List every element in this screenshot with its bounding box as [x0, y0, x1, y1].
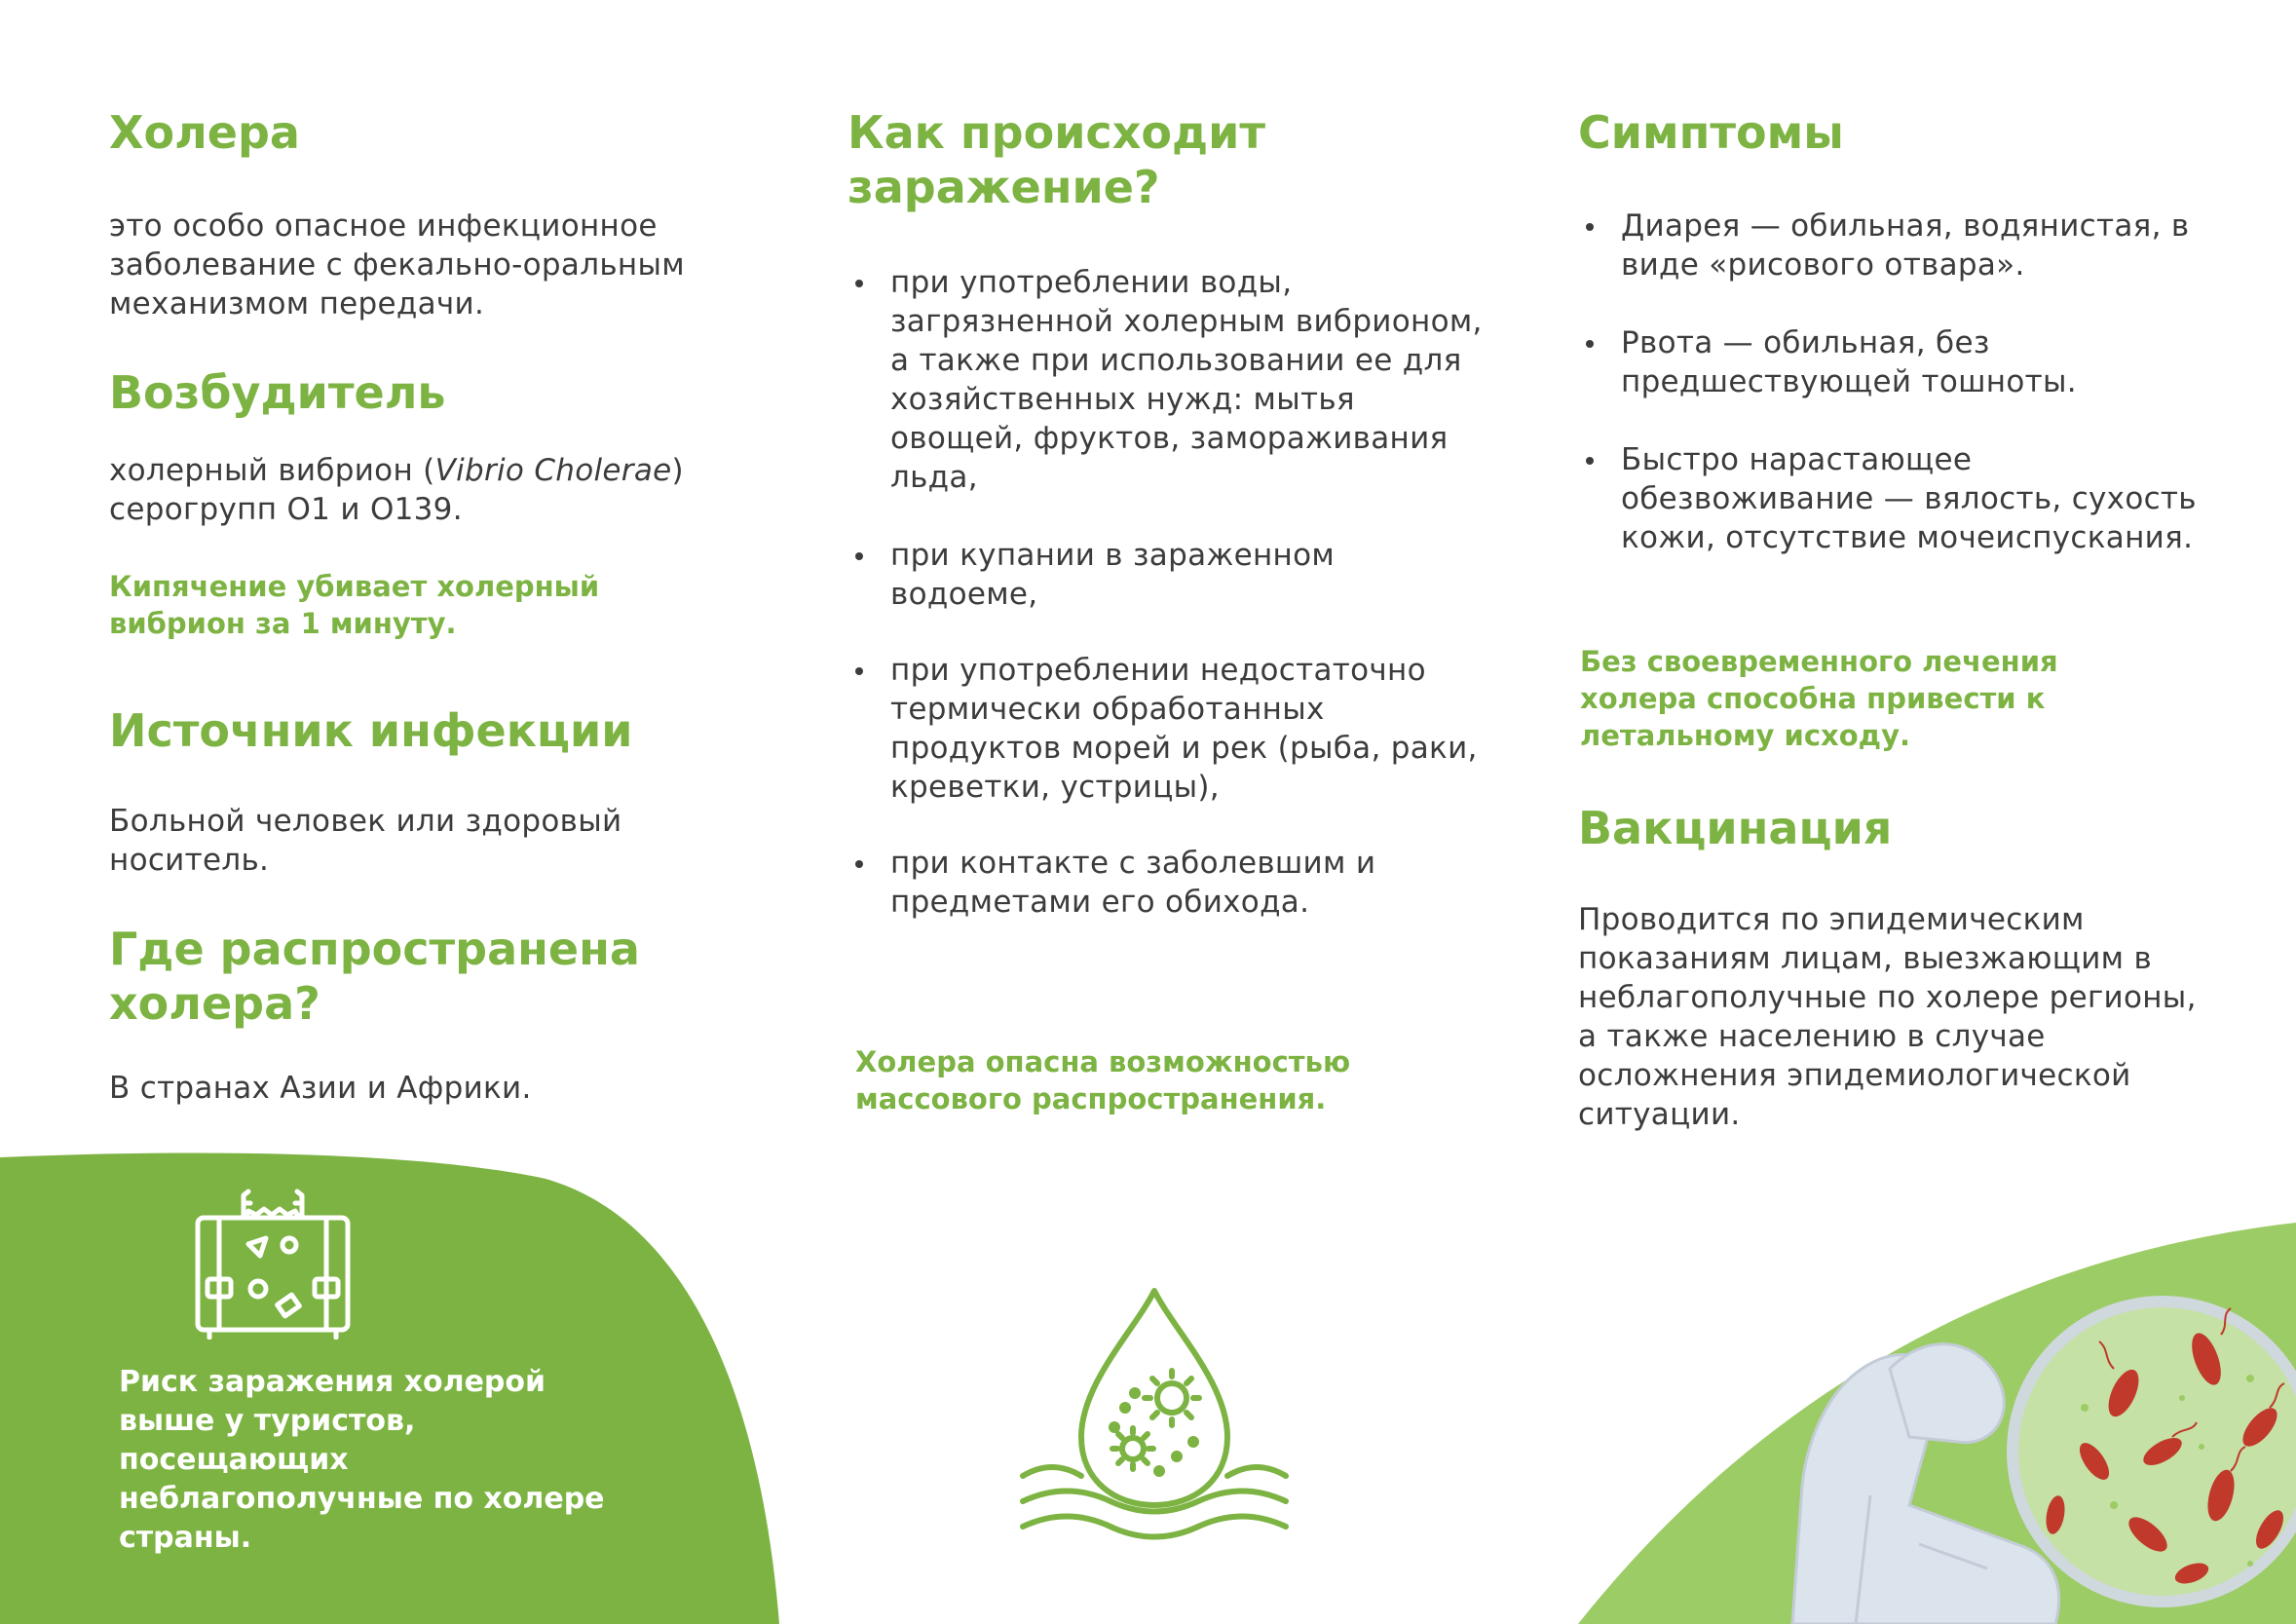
pathogen-text-after: ) серогрупп О1 и О139. — [109, 453, 684, 527]
list-item: Диарея — обильная, водянистая, в виде «рисового отвара». — [1578, 207, 2211, 284]
danger-note: Холера опасна возможностью массового распространения. — [855, 1045, 1351, 1115]
pathogen-text — [109, 451, 752, 529]
infection-title: Как происходит заражение? — [847, 106, 1266, 213]
list-item: при употреблении недостаточно термически обработанных продуктов морей и рек (рыба, раки, креветки, устрицы), — [847, 651, 1490, 807]
symptoms-list — [1578, 207, 2211, 557]
tourist-note: Риск заражения холерой выше у туристов, посещающих неблагополучные по холере страны. — [119, 1365, 605, 1555]
pathogen-latin-name: Vibrio Cholerae — [434, 453, 672, 488]
list-item: Быстро нарастающее обезвоживание — вялость, сухость кожи, отсутствие мочеиспускания. — [1578, 440, 2211, 557]
source-text: Больной человек или здоровый носитель. — [109, 804, 622, 878]
list-item: Рвота — обильная, без предшествующей тошноты. — [1578, 323, 2211, 401]
vaccination-text: Проводится по эпидемическим показаниям лицам, выезжающим в неблагополучные по холере регионы, а также населению в случае осложнения эпидемиологической ситуации. — [1578, 902, 2197, 1132]
infection-list — [847, 263, 1490, 922]
pathogen-text-before: холерный вибрион ( — [109, 453, 435, 488]
suitcase-icon — [190, 1184, 356, 1340]
vaccination-title: Вакцинация — [1578, 802, 1893, 854]
pathogen-title: Возбудитель — [109, 366, 446, 419]
cholera-title: Холера — [109, 106, 300, 159]
petri-dish-glove-illustration — [1763, 1252, 2296, 1624]
where-text: В странах Азии и Африки. — [109, 1071, 532, 1106]
water-drop-bacteria-icon — [1013, 1281, 1296, 1549]
list-item: при употреблении воды, загрязненной холерным вибрионом, а также при использовании ее для хозяйственных нужд: мытья овощей, фруктов, замораживания льда, — [847, 263, 1490, 497]
source-title: Источник инфекции — [109, 704, 633, 757]
lethal-note: Без своевременного лечения холера способна привести к летальному исходу. — [1580, 645, 2058, 752]
list-item: при контакте с заболевшим и предметами его обихода. — [847, 844, 1490, 922]
symptoms-title: Симптомы — [1578, 106, 1844, 159]
list-item: при купании в зараженном водоеме, — [847, 536, 1490, 614]
cholera-description: это особо опасное инфекционное заболевание с фекально-оральным механизмом передачи. — [109, 208, 685, 321]
where-title: Где распространена холера? — [109, 923, 640, 1030]
boiling-note: Кипячение убивает холерный вибрион за 1 минуту. — [109, 570, 600, 640]
